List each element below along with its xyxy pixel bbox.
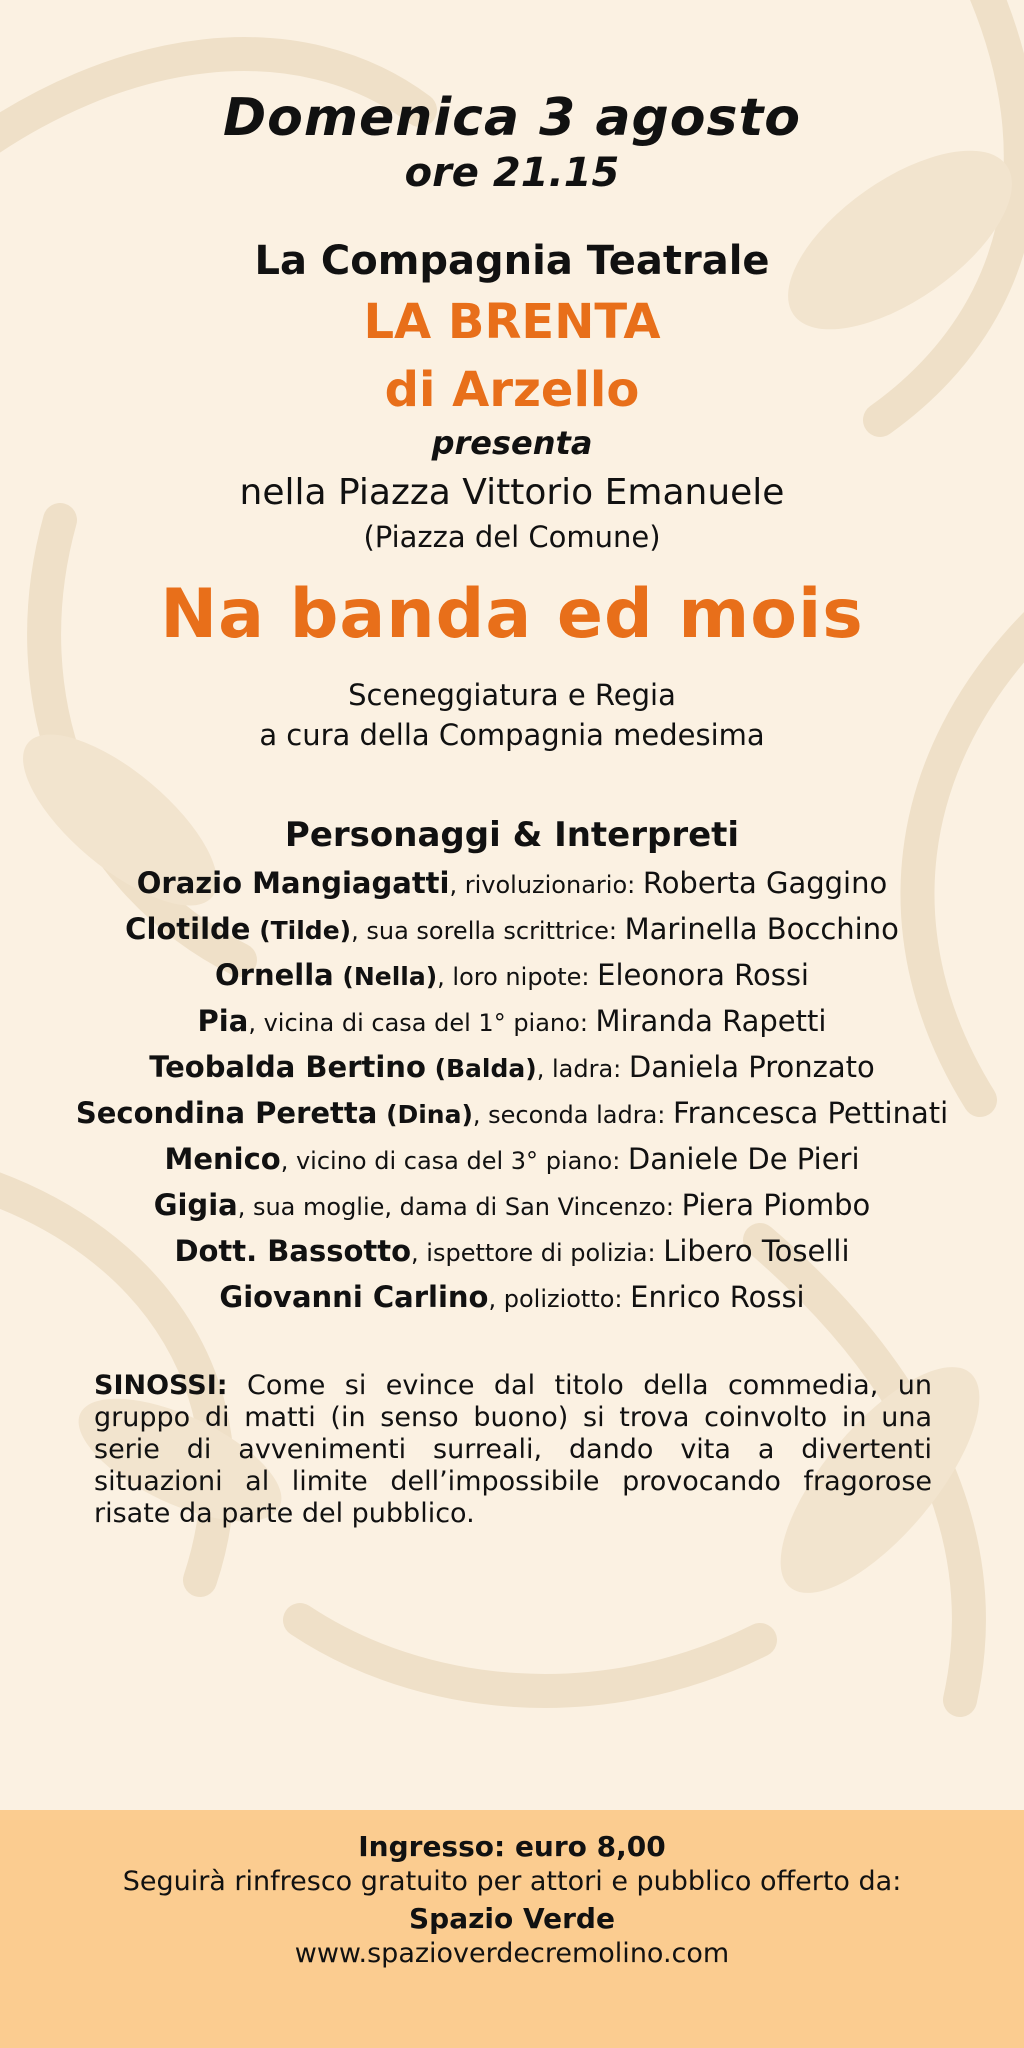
- actor-name: Marinella Bocchino: [624, 912, 899, 946]
- refreshment-note: Seguirà rinfresco gratuito per attori e pubblico offerto da:: [122, 1866, 902, 1897]
- character-name: Pia: [197, 1004, 249, 1038]
- cast-item: [0, 1228, 1024, 1274]
- credits-line: Sceneggiatura e Regia: [348, 678, 676, 712]
- actor-name: Daniele De Pieri: [627, 1142, 860, 1176]
- venue-name: nella Piazza Vittorio Emanuele: [239, 472, 785, 513]
- cast-item: [0, 1136, 1024, 1182]
- character-name: Menico: [164, 1142, 281, 1176]
- cast-item: [0, 998, 1024, 1044]
- character-role: , ispettore di polizia:: [411, 1239, 664, 1267]
- character-role: , vicino di casa del 3° piano:: [280, 1147, 628, 1175]
- character-role: , sua moglie, dama di San Vincenzo:: [237, 1193, 682, 1221]
- show-credits: [0, 675, 1024, 755]
- show-title: Na banda ed mois: [160, 575, 864, 654]
- character-name: Ornella: [215, 958, 334, 992]
- character-name: Clotilde: [125, 912, 251, 946]
- actor-name: Piera Piombo: [681, 1188, 871, 1222]
- event-date: Domenica 3 agosto: [222, 88, 802, 148]
- actor-name: Roberta Gaggino: [642, 866, 888, 900]
- sponsor-name: Spazio Verde: [409, 1902, 615, 1935]
- company-name: LA BRENTA: [363, 294, 661, 350]
- cast-title: Personaggi & Interpreti: [284, 815, 740, 855]
- cast-item: [0, 1044, 1024, 1090]
- venue-alt: (Piazza del Comune): [363, 520, 661, 554]
- actor-name: Eleonora Rossi: [597, 958, 809, 992]
- cast-item: [0, 1182, 1024, 1228]
- cast-list: [0, 860, 1024, 1320]
- character-name: Secondina Peretta: [75, 1096, 378, 1130]
- actor-name: Libero Toselli: [663, 1234, 850, 1268]
- character-role: , poliziotto:: [488, 1285, 631, 1313]
- character-name: Orazio Mangiagatti: [136, 866, 450, 900]
- cast-item: [0, 1274, 1024, 1320]
- ticket-price: Ingresso: euro 8,00: [358, 1830, 666, 1863]
- character-name: Dott. Bassotto: [174, 1234, 412, 1268]
- character-role: , sua sorella scrittrice:: [351, 917, 625, 945]
- credits-line: a cura della Compagnia medesima: [259, 718, 765, 752]
- actor-name: Daniela Pronzato: [628, 1050, 875, 1084]
- presents-label: presenta: [431, 424, 593, 462]
- company-place: di Arzello: [384, 362, 640, 418]
- character-role: , rivoluzionario:: [449, 871, 643, 899]
- character-role: , seconda ladra:: [472, 1101, 673, 1129]
- character-role: , vicina di casa del 1° piano:: [248, 1009, 596, 1037]
- cast-item: [0, 1090, 1024, 1136]
- synopsis-label: SINOSSI:: [94, 1370, 228, 1401]
- character-name: Gigia: [153, 1188, 238, 1222]
- character-nickname: (Balda): [425, 1054, 537, 1083]
- synopsis-text: Come si evince dal titolo della commedia, un gruppo di matti (in senso buono) si trova coinvolto in una serie di avvenimenti surreali, dando vita a divertenti situazioni al limite dell’impossibile provocando fragorose risate da parte del pubblico.: [94, 1370, 932, 1529]
- character-name: Teobalda Bertino: [149, 1050, 426, 1084]
- character-role: , loro nipote:: [437, 963, 598, 991]
- character-role: , ladra:: [536, 1055, 629, 1083]
- event-time: ore 21.15: [404, 150, 620, 196]
- cast-item: [0, 860, 1024, 906]
- synopsis: [94, 1370, 932, 1530]
- character-nickname: (Dina): [377, 1100, 473, 1129]
- character-nickname: (Tilde): [250, 916, 352, 945]
- character-name: Giovanni Carlino: [219, 1280, 489, 1314]
- character-nickname: (Nella): [333, 962, 438, 991]
- sponsor-website: www.spazioverdecremolino.com: [294, 1938, 730, 1969]
- actor-name: Francesca Pettinati: [673, 1096, 949, 1130]
- actor-name: Miranda Rapetti: [595, 1004, 827, 1038]
- cast-item: [0, 952, 1024, 998]
- actor-name: Enrico Rossi: [630, 1280, 805, 1314]
- cast-item: [0, 906, 1024, 952]
- company-intro: La Compagnia Teatrale: [254, 238, 770, 284]
- footer-band: [0, 1810, 1024, 2048]
